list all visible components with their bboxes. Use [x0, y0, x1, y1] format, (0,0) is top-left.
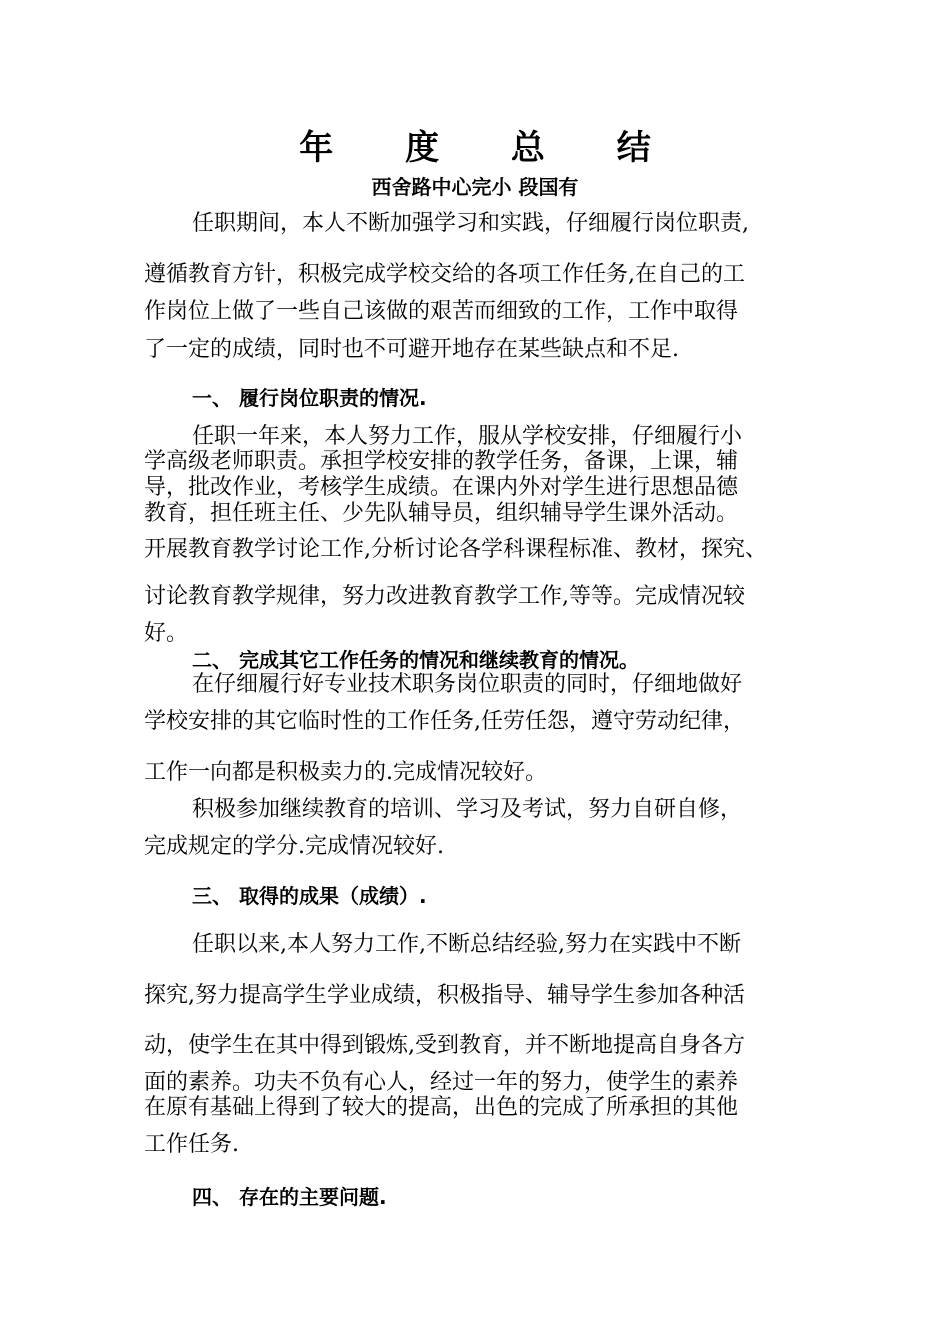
document-title: 年 度 总 结: [299, 128, 681, 168]
paragraph-line: 了一定的成绩，同时也不可避开地存在某些缺点和不足.: [144, 337, 679, 362]
paragraph-line: 面的素养。功夫不负有心人，经过一年的努力，使学生的素养: [144, 1070, 739, 1095]
paragraph-line: 讨论教育教学规律，努力改进教育教学工作,等等。完成情况较: [144, 584, 745, 609]
paragraph-line: 作岗位上做了一些自己该做的艰苦而细致的工作，工作中取得: [144, 299, 739, 324]
section-heading: 一、 履行岗位职责的情况.: [192, 386, 427, 410]
paragraph-line: 好。: [144, 621, 189, 646]
section-heading: 三、 取得的成果（成绩）.: [192, 884, 427, 908]
paragraph-line: 任职一年来，本人努力工作，服从学校安排，仔细履行小: [192, 424, 743, 449]
paragraph-line: 教育，担任班主任、少先队辅导员，组织辅导学生课外活动。: [144, 501, 739, 526]
paragraph-line: 工作一向都是积极卖力的.完成情况较好。: [144, 760, 547, 785]
document-subtitle: 西舍路中心完小 段国有: [371, 175, 579, 199]
paragraph-line: 任职以来,本人努力工作,不断总结经验,努力在实践中不断: [192, 932, 741, 957]
section-heading: 二、 完成其它工作任务的情况和继续教育的情况。: [192, 648, 639, 672]
paragraph-line: 工作任务.: [144, 1132, 239, 1157]
paragraph-line: 学校安排的其它临时性的工作任务,任劳任怨，遵守劳动纪律，: [144, 709, 745, 734]
paragraph-line: 遵循教育方针，积极完成学校交给的各项工作任务,在自己的工: [144, 262, 745, 287]
paragraph-line: 完成规定的学分.完成情况较好.: [144, 834, 444, 859]
paragraph-line: 积极参加继续教育的培训、学习及考试，努力自研自修，: [192, 797, 743, 822]
section-heading: 四、 存在的主要问题.: [192, 1185, 387, 1209]
paragraph-line: 动，使学生在其中得到锻炼,受到教育，并不断地提高自身各方: [144, 1033, 745, 1058]
paragraph-line: 探究,努力提高学生学业成绩，积极指导、辅导学生参加各种活: [144, 983, 745, 1008]
paragraph-line: 在仔细履行好专业技术职务岗位职责的同时，仔细地做好: [192, 672, 743, 697]
paragraph-line: 在原有基础上得到了较大的提高，出色的完成了所承担的其他: [144, 1095, 739, 1120]
paragraph-line: 任职期间，本人不断加强学习和实践，仔细履行岗位职责,: [192, 211, 749, 236]
paragraph-line: 导，批改作业，考核学生成绩。在课内外对学生进行思想品德: [144, 475, 739, 500]
paragraph-line: 学高级老师职责。承担学校安排的教学任务，备课，上课，辅: [144, 449, 739, 474]
paragraph-line: 开展教育教学讨论工作,分析讨论各学科课程标准、教材，探究、: [144, 537, 767, 562]
